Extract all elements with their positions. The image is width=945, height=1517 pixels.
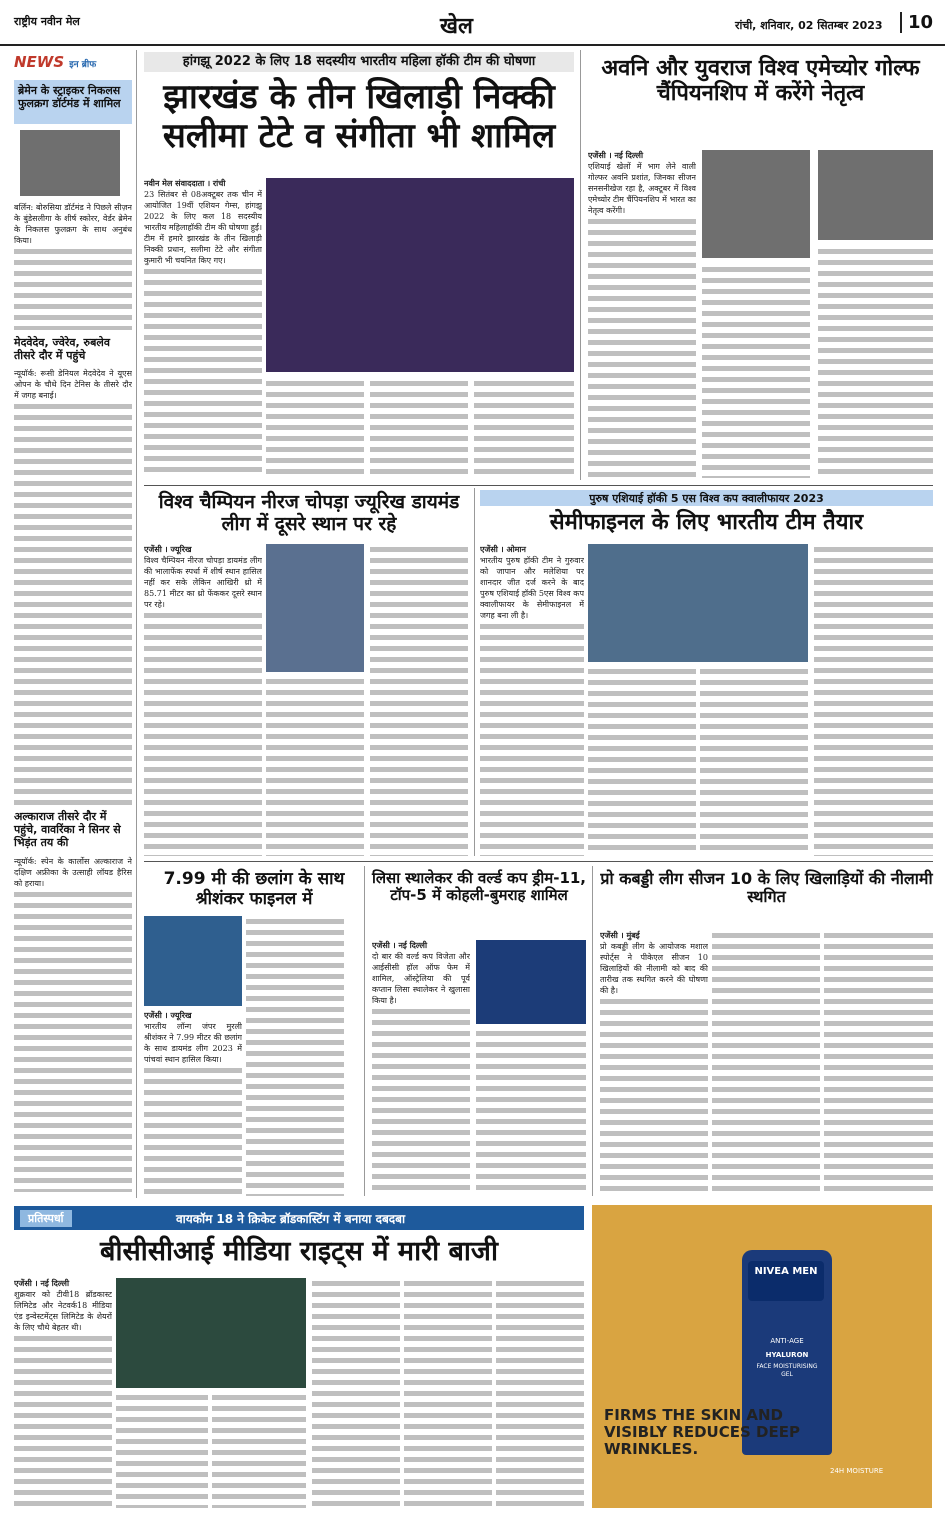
story-kicker: वायकॉम 18 ने क्रिकेट ब्रॉडकास्टिंग में बनाया दबदबा <box>176 1212 406 1226</box>
story-body: एजेंसी । ज्यूरिख विश्व चैम्पियन नीरज चोपड़ा डायमंड लीग की भालाफेंक स्पर्धा में शीर्ष स्थान हासिल नहीं कर सके लेकिन आखिरी थ्रो में 85.71 मीटर का थ्रो फेंककर दूसरे स्थान पर रहे। <box>144 544 262 856</box>
story-body: एजेंसी । मुंबई प्रो कबड्डी लीग के आयोजक मशाल स्पोर्ट्स ने पीकेएल सीजन 10 खिलाड़ियों की नीलामी को बाद की तारीख तक स्थगित करने की घोषणा की है। <box>600 930 708 1196</box>
brief-headline: मेदवेदेव, ज्वेरेव, रुबलेव तीसरे दौर में पहुंचे <box>14 336 110 362</box>
story-body <box>824 930 933 1196</box>
story-kicker: हांगझू 2022 के लिए 18 सदस्यीय भारतीय महिला हॉकी टीम की घोषणा <box>144 52 574 72</box>
story-body <box>212 1392 306 1508</box>
golfer-photo <box>702 150 810 258</box>
column-divider <box>592 866 593 1196</box>
story-body <box>266 676 364 856</box>
stadium-photo <box>116 1278 306 1388</box>
product-line: ANTI-AGE <box>770 1337 804 1345</box>
story-headline: 7.99 मी की छलांग के साथ श्रीशंकर फाइनल में <box>163 869 345 909</box>
dateline: रांची, शनिवार, 02 सितम्बर 2023 <box>735 19 883 32</box>
story-body: एजेंसी । ज्यूरिख भारतीय लॉन्ग जंपर मुरली श्रीशंकर ने 7.99 मीटर की छलांग के साथ डायमंड लीग 2023 में पांचवां स्थान हासिल किया। <box>144 1010 242 1196</box>
brief-body: न्यूयॉर्क: रूसी डेनियल मेदवेदेव ने यूएस ओपन के चौथे दिन टेनिस के तीसरे दौर में जगह बनाई। <box>14 368 132 806</box>
story-body: एजेंसी । नई दिल्ली एशियाई खेलों में भाग लेने वाली गोल्फर अवनि प्रशांत, जिनका सीजन सनसनीखेज रहा है, अक्टूबर में विश्व एमेच्योर टीम चैंपियनशिप में भारत का नेतृत्व करेंगी। <box>588 150 696 478</box>
story-body: एजेंसी । नई दिल्ली दो बार की वर्ल्ड कप विजेता और आईसीसी हॉल ऑफ फेम में शामिल, ऑस्ट्रेलिया की पूर्व कप्तान लिसा स्थालेकर ने खुलासा किया है। <box>372 940 470 1196</box>
brief-body: न्यूयॉर्क: स्पेन के कार्लोस अल्काराज ने दक्षिण अफ्रीका के उत्साही लॉयड हैरिस को हराया। <box>14 856 132 1192</box>
column-divider <box>364 866 365 1196</box>
story-body <box>312 1278 400 1508</box>
masthead <box>0 0 945 46</box>
story-body <box>588 666 696 856</box>
story-headline: सेमीफाइनल के लिए भारतीय टीम तैयार <box>549 510 864 535</box>
column-divider <box>474 488 475 856</box>
news-sub-label: इन ब्रीफ <box>69 60 97 70</box>
story-body <box>370 378 468 478</box>
section-rule <box>144 861 933 862</box>
story-body <box>266 378 364 478</box>
story-headline: लिसा स्थालेकर की वर्ल्ड कप ड्रीम-11, टॉप-5 में कोहली-बुमराह शामिल <box>372 869 587 905</box>
page-number: 10 <box>900 12 933 33</box>
story-body <box>404 1278 492 1508</box>
story-body <box>702 264 810 478</box>
product-line: FACE MOISTURISING GEL <box>756 1363 818 1378</box>
athlete-photo <box>144 916 242 1006</box>
column-divider <box>580 50 581 480</box>
team-photo <box>266 178 574 372</box>
news-brief-label <box>14 52 132 70</box>
story-headline: बीसीसीआई मीडिया राइट्स में मारी बाजी <box>100 1236 498 1267</box>
brief-headline: अल्काराज तीसरे दौर में पहुंचे, वावरिंका ने सिनर से भिड़ंत तय की <box>14 810 121 849</box>
advertisement[interactable] <box>592 1205 932 1508</box>
story-headline: विश्व चैम्पियन नीरज चोपड़ा ज्यूरिख डायमंड लीग में दूसरे स्थान पर रहे <box>158 491 460 535</box>
story-body <box>814 544 933 856</box>
brand-name: राष्ट्रीय नवीन मेल <box>14 15 80 28</box>
story-headline: झारखंड के तीन खिलाड़ी निक्की सलीमा टेटे व संगीता भी शामिल <box>162 77 556 157</box>
story-body <box>116 1392 208 1508</box>
story-body: एजेंसी । ओमान भारतीय पुरुष हॉकी टीम ने गुरुवार को जापान और मलेशिया पर शानदार जीत दर्ज करने के बाद पुरुष एशियाई हॉकी 5एस विश्व कप क्वालीफायर के सेमीफाइनल में जगह बना ली है। <box>480 544 584 856</box>
story-body: नवीन मेल संवाददाता । रांची 23 सितंबर से 08अक्टूबर तक चीन में आयोजित 19वीं एशियन गेम्स, हांगझू 2022 के लिए कल 18 सदस्यीय भारतीय महिलाहॉकी टीम की घोषणा हुई। टीम में हमारे झारखंड के तीन खिलाड़ी निक्की प्रधान, सलीमा टेटे और संगीता कुमारी भी चयनित किए गए। <box>144 178 262 478</box>
story-kicker: पुरुष एशियाई हॉकी 5 एस विश्व कप क्वालीफायर 2023 <box>589 492 824 505</box>
story-body <box>476 1028 586 1196</box>
product-line: HYALURON <box>765 1351 809 1359</box>
brief-headline: ब्रेमेन के स्ट्राइकर निकलस फुलक्रग डॉर्टमंड में शामिल <box>18 84 121 110</box>
brief-body: बर्लिन: बोरुसिया डॉर्टमंड ने पिछले सीज़न के बुंडेसलीगा के शीर्ष स्कोरर, वेर्डर ब्रेमेन के निकलस फुलक्रग के साथ अनुबंध किया। <box>14 202 132 330</box>
story-body: एजेंसी । नई दिल्ली शुक्रवार को टीवी18 ब्रॉडकास्ट लिमिटेड और नेटवर्क18 मीडिया एंड इन्वेस्टमेंट्स लिमिटेड के शेयरों के लिए चौथे बेहतर थी। <box>14 1278 112 1508</box>
ad-slogan: FIRMS THE SKIN AND VISIBLY REDUCES DEEP WRINKLES. <box>604 1406 800 1458</box>
section-banner <box>14 1206 584 1230</box>
column-divider <box>136 50 137 1198</box>
moisture-badge: 24H MOISTURE <box>830 1467 884 1475</box>
story-body <box>474 378 574 478</box>
story-body <box>818 246 933 478</box>
story-body <box>700 666 808 856</box>
story-body <box>246 916 344 1196</box>
story-headline: अवनि और युवराज विश्व एमेच्योर गोल्फ चैंपियनशिप में करेंगे नेतृत्व <box>601 56 920 107</box>
story-body <box>370 544 468 856</box>
section-rule <box>144 485 933 486</box>
section-title: खेल <box>440 14 473 39</box>
player-photo <box>20 130 120 196</box>
story-body <box>712 930 820 1196</box>
cricket-photo <box>476 940 586 1024</box>
hockey-photo <box>588 544 808 662</box>
golfer-photo <box>818 150 933 240</box>
story-body <box>496 1278 584 1508</box>
news-label: NEWS <box>14 53 65 71</box>
brand-logo: NIVEA MEN <box>748 1261 824 1301</box>
section-label: प्रतिस्पर्धा <box>20 1210 72 1227</box>
athlete-photo <box>266 544 364 672</box>
story-headline: प्रो कबड्डी लीग सीजन 10 के लिए खिलाड़ियों की नीलामी स्थगित <box>600 869 933 907</box>
